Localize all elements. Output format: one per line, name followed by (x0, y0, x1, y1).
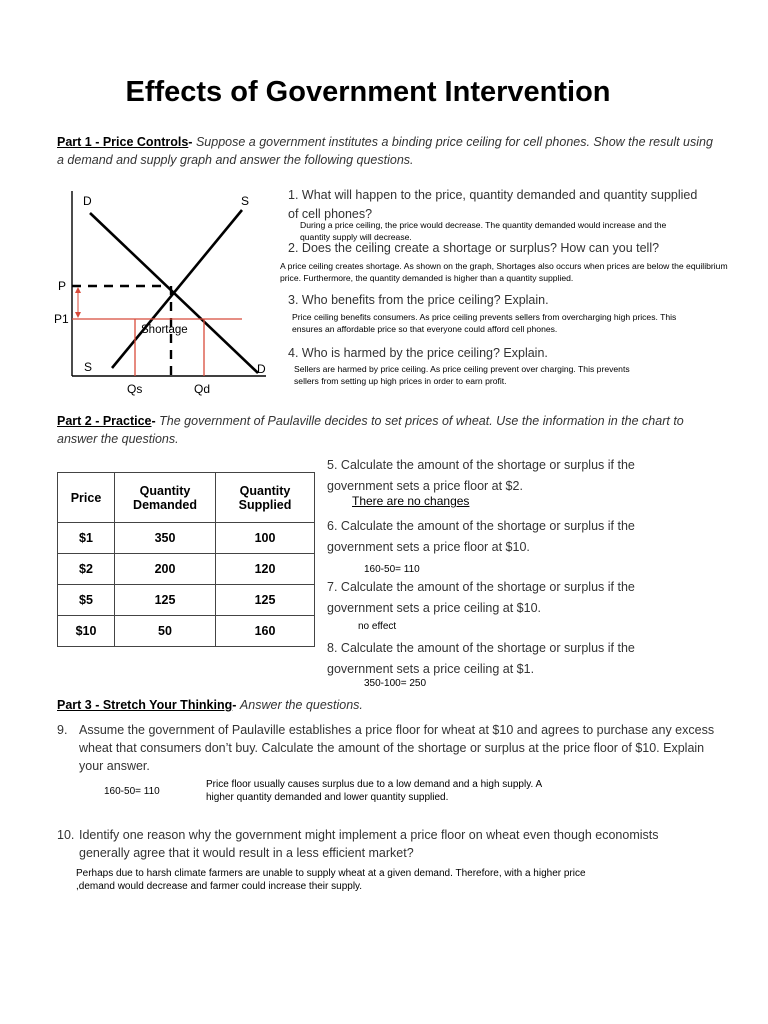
part2-instructions: The government of Paulaville decides to set prices of wheat. Use the information in the chart to answer the questions. (57, 414, 684, 446)
question-3-text: Who benefits from the price ceiling? Explain. (301, 293, 549, 307)
answer-8: 350-100= 250 (364, 678, 427, 689)
question-7 (327, 577, 697, 619)
question-2-text: Does the ceiling create a shortage or surplus? How can you tell? (301, 241, 660, 255)
label-p: P (58, 279, 67, 293)
answer-6: 160-50= 110 (364, 564, 420, 575)
cell-supplied: 120 (216, 554, 315, 585)
label-d-top: D (83, 194, 92, 208)
label-s-top: S (241, 194, 250, 208)
question-5-number: 5. (327, 458, 338, 472)
answer-4: Sellers are harmed by price ceiling. As price ceiling prevent over charging. This prevents sellers from setting up high prices in order to earn profit. (294, 364, 630, 386)
part1-instructions: Suppose a government institutes a binding price ceiling for cell phones. Show the result using a demand and supply graph and answer the following questions. (57, 135, 713, 167)
answer-7: no effect (358, 621, 397, 632)
question-2-number: 2. (288, 241, 299, 255)
page-title: Effects of Government Intervention (125, 76, 611, 108)
question-4 (288, 344, 728, 363)
table-row (58, 585, 315, 616)
label-shortage: Shortage (141, 324, 188, 336)
cell-price: $2 (58, 554, 115, 585)
question-3-number: 3. (288, 293, 299, 307)
cell-supplied: 125 (216, 585, 315, 616)
answer-9-calc: 160-50= 110 (104, 786, 160, 797)
part1-label: Part 1 - Price Controls (57, 135, 189, 149)
table-row (58, 523, 315, 554)
part2-label: Part 2 - Practice (57, 414, 152, 428)
question-8-number: 8. (327, 641, 338, 655)
arrow-head-down (75, 312, 81, 318)
question-10-text: Identify one reason why the government might implement a price floor on wheat even though economists generally agree that it would result in a less efficient market? (79, 828, 659, 860)
answer-9: Price floor usually causes surplus due to a low demand and a high supply. A higher quantity demanded and lower quantity supplied. (206, 779, 542, 803)
question-8 (327, 638, 697, 680)
answer-10: Perhaps due to harsh climate farmers are unable to supply wheat at a given demand. Therefore, with a higher price ,demand would decrease and farmer could increase their supply. (76, 868, 586, 892)
label-qs: Qs (127, 382, 143, 396)
part3-label: Part 3 - Stretch Your Thinking (57, 698, 233, 712)
question-4-number: 4. (288, 346, 299, 360)
question-6 (327, 516, 697, 558)
label-p1: P1 (54, 312, 69, 326)
header-quantity-demanded: Quantity Demanded (115, 473, 216, 523)
table-row (58, 616, 315, 647)
cell-price: $5 (58, 585, 115, 616)
header-price: Price (58, 473, 115, 523)
question-8-text: Calculate the amount of the shortage or surplus if the government sets a price ceiling at $1. (327, 641, 635, 676)
question-9-number: 9. (57, 723, 68, 737)
question-1-text: What will happen to the price, quantity demanded and quantity supplied of cell phones? (288, 188, 698, 221)
label-d-bottom: D (257, 362, 266, 376)
part1-heading (57, 133, 717, 169)
answer-1: During a price ceiling, the price would decrease. The quantity demanded would increase and the quantity supply will decrease. (300, 220, 667, 242)
supply-curve (112, 210, 242, 368)
wheat-table (57, 472, 315, 647)
cell-supplied: 100 (216, 523, 315, 554)
answer-3: Price ceiling benefits consumers. As price ceiling prevents sellers from overcharging high prices. This ensures an affordable price so that everyone could afford cell phones. (292, 312, 677, 334)
question-5 (327, 455, 697, 497)
label-qd: Qd (194, 382, 211, 396)
question-6-text: Calculate the amount of the shortage or surplus if the government sets a price floor at $10. (327, 519, 635, 554)
question-3 (288, 291, 728, 310)
question-9-text: Assume the government of Paulaville establishes a price floor for wheat at $10 and agrees to purchase any excess wheat that consumers don’t buy. Calculate the amount of the shortage or surplus at the price floor of $10. Explain your answer. (79, 723, 715, 773)
table-header-row (58, 473, 315, 523)
cell-demanded: 200 (115, 554, 216, 585)
answer-2: A price ceiling creates shortage. As shown on the graph, Shortages also occurs when prices are below the equilibrium price. Furthermore, the quantity demanded is higher than a quantity supplied. (280, 261, 728, 283)
question-4-text: Who is harmed by the price ceiling? Explain. (301, 346, 548, 360)
label-s-bottom: S (84, 360, 93, 374)
question-5-text: Calculate the amount of the shortage or surplus if the government sets a price floor at $2. (327, 458, 635, 493)
question-2 (288, 239, 728, 258)
cell-price: $10 (58, 616, 115, 647)
question-7-text: Calculate the amount of the shortage or surplus if the government sets a price ceiling at $10. (327, 580, 635, 615)
part2-dash: - (151, 414, 156, 428)
cell-demanded: 50 (115, 616, 216, 647)
part1-dash: - (188, 135, 193, 149)
part2-heading (57, 412, 697, 448)
price-ceiling-graph (50, 183, 280, 398)
cell-supplied: 160 (216, 616, 315, 647)
arrow-head-up (75, 287, 81, 293)
question-10-number: 10. (57, 828, 75, 842)
header-quantity-supplied: Quantity Supplied (216, 473, 315, 523)
answer-5: There are no changes (352, 494, 470, 508)
part3-heading (57, 696, 697, 714)
question-1-number: 1. (288, 188, 299, 202)
cell-price: $1 (58, 523, 115, 554)
part3-dash: - (232, 698, 237, 712)
part3-instructions: Answer the questions. (239, 698, 363, 712)
cell-demanded: 350 (115, 523, 216, 554)
cell-demanded: 125 (115, 585, 216, 616)
question-6-number: 6. (327, 519, 338, 533)
table-row (58, 554, 315, 585)
question-7-number: 7. (327, 580, 338, 594)
